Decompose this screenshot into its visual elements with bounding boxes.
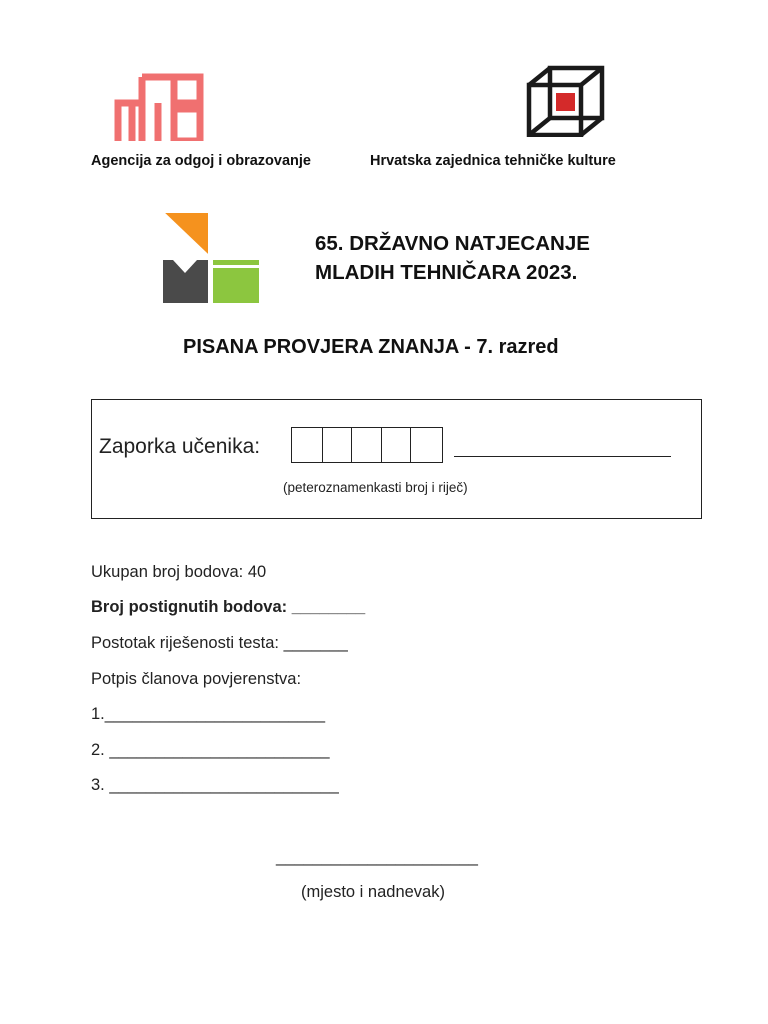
place-date-label: (mjesto i nadnevak) — [301, 883, 445, 901]
left-org-name: Agencija za odgoj i obrazovanje — [91, 153, 311, 169]
event-title-line1: 65. DRŽAVNO NATJECANJE — [315, 232, 590, 255]
signature-line-3: 3. _________________________ — [91, 776, 339, 794]
code-digit-cell[interactable] — [381, 428, 411, 462]
code-digit-cells[interactable] — [291, 427, 443, 463]
test-title: PISANA PROVJERA ZNANJA - 7. razred — [183, 336, 559, 358]
place-date-line: ______________________ — [276, 848, 478, 866]
student-code-label: Zaporka učenika: — [99, 435, 261, 458]
student-code-hint: (peteroznamenkasti broj i riječ) — [283, 480, 468, 495]
azoo-logo — [112, 73, 206, 141]
signature-line-1: 1.________________________ — [91, 705, 325, 723]
event-title-line2: MLADIH TEHNIČARA 2023. — [315, 261, 578, 284]
code-word-line[interactable] — [454, 456, 671, 457]
event-title — [315, 229, 590, 287]
right-org-name: Hrvatska zajednica tehničke kulture — [370, 153, 616, 169]
code-digit-cell[interactable] — [410, 428, 442, 462]
competition-logo — [163, 213, 259, 303]
student-code-box — [91, 399, 702, 519]
htk-cube-logo — [526, 65, 606, 137]
committee-signatures-label: Potpis članova povjerenstva: — [91, 670, 302, 688]
total-points: Ukupan broj bodova: 40 — [91, 563, 267, 581]
signature-line-2: 2. ________________________ — [91, 741, 330, 759]
code-digit-cell[interactable] — [292, 428, 322, 462]
code-digit-cell[interactable] — [322, 428, 352, 462]
achieved-points: Broj postignutih bodova: ________ — [91, 598, 366, 616]
code-digit-cell[interactable] — [351, 428, 381, 462]
test-percentage: Postotak riješenosti testa: _______ — [91, 634, 348, 652]
